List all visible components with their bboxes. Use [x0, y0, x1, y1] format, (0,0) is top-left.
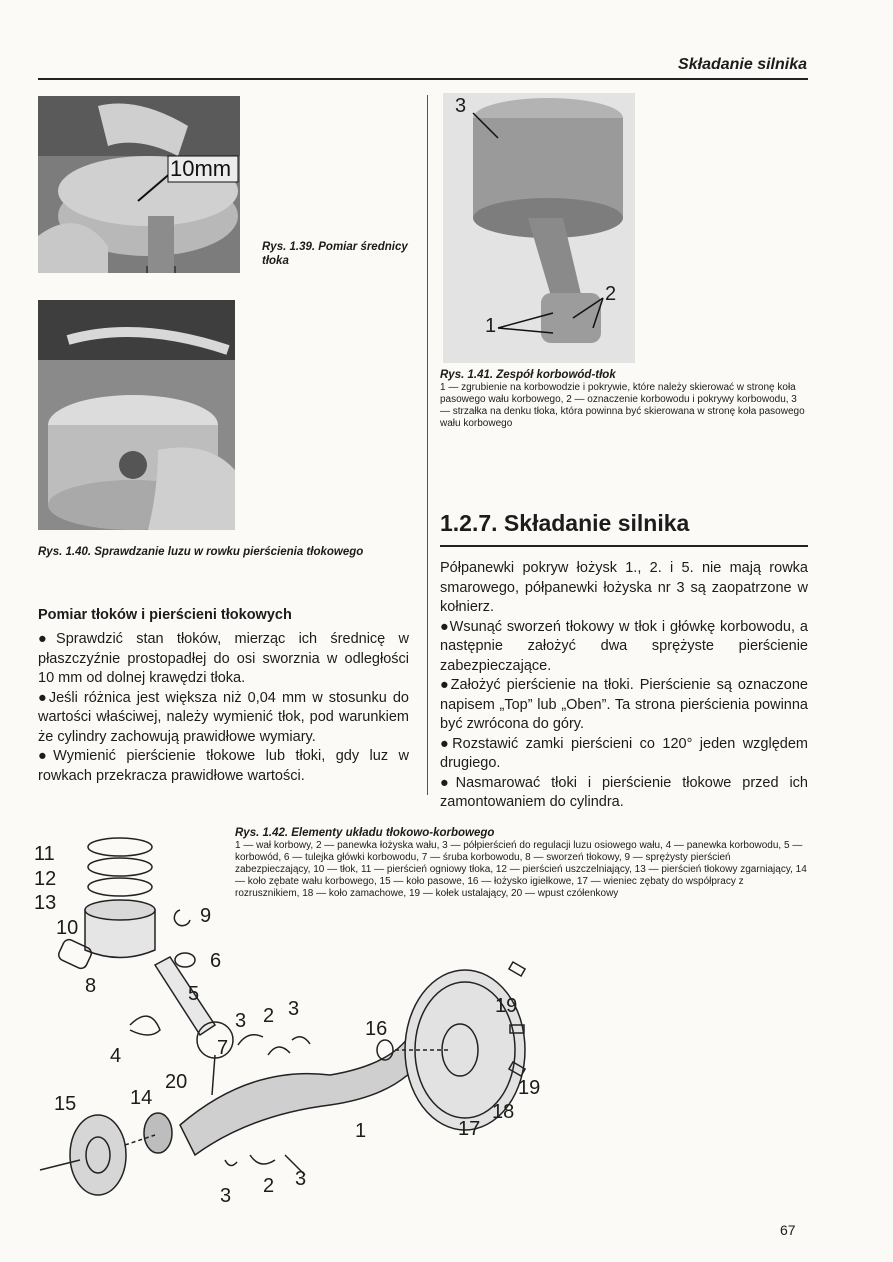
label: 6: [210, 950, 222, 972]
label: 2: [263, 1005, 275, 1027]
running-header: Składanie silnika: [678, 56, 807, 73]
label: 1: [355, 1120, 367, 1142]
figure-1-40-photo: [38, 300, 235, 530]
figure-1-41-description: 1 — zgrubienie na korbowodzie i pokrywie, które należy skierować w stronę koła pasowego wału korbowego, 2 — oznaczenie korbowodu i pokrywy korbowodu, 3 — strzałka na denku tłoka, która powinna być skierowana w stronę koła pasowego wału korbowego: [440, 382, 805, 429]
figure-1-39-photo: [38, 96, 240, 273]
figure-1-42-description: 1 — wał korbowy, 2 — panewka łożyska wału, 3 — półpierścień do regulacji luzu osiowego wału, 4 — panewka korbowodu, 5 — korbowód, 6 — tulejka główki korbowodu, 7 — śruba korbowodu, 8 — sworzeń tłokowy, 9 — sprężysty pierścień zabezpieczający, 10 — tłok, 11 — pierścień ogniowy tłoka, 12 — pierścień uszczelniający, 13 — pierścień tłokowy zgarniający, 14 — koło zębate wału korbowego, 15 — koło pasowe, 16 — łożysko igiełkowe, 17 — wieniec zębaty do współpracy z rozrusznikiem, 18 — koło zamachowe, 19 — kołek ustalający, 20 — wpust czółenkowy: [235, 840, 807, 899]
right-column-text: [440, 559, 808, 813]
label: 8: [85, 975, 97, 997]
label: 19: [495, 995, 518, 1017]
paragraph: ●Jeśli różnica jest większa niż 0,04 mm w stosunku do wartości właściwej, należy wymienić tłok, pod warunkiem że cylindry zachowują prawidłowe wymiary.: [38, 689, 409, 745]
label: 9: [200, 905, 212, 927]
label: 3: [295, 1168, 307, 1190]
label: 4: [110, 1045, 122, 1067]
paragraph: ●Wymienić pierścienie tłokowe lub tłoki, gdy luz w rowkach przekracza prawidłowe wartości.: [38, 748, 409, 784]
column-divider: [427, 95, 428, 795]
paragraph: ●Rozstawić zamki pierścieni co 120° jeden względem drugiego.: [440, 735, 808, 771]
paragraph: ●Nasmarować tłoki i pierścienie tłokowe przed ich zamontowaniem do cylindra.: [440, 774, 808, 810]
section-heading-engine-assembly: 1.2.7. Składanie silnika: [440, 510, 690, 536]
paragraph: Półpanewki pokryw łożysk 1., 2. i 5. nie mają rowka smarowego, półpanewki łożyska nr 3 są zaopatrzone w kołnierz.: [440, 560, 808, 615]
label: 13: [34, 892, 57, 914]
figure-1-41-photo: [443, 93, 635, 363]
label: 3: [235, 1010, 247, 1032]
figure-1-42-diagram: [30, 825, 540, 1220]
label: 3: [455, 95, 467, 117]
label: 14: [130, 1087, 153, 1109]
label: 2: [605, 283, 617, 305]
label: 3: [288, 998, 300, 1020]
label: 7: [217, 1037, 229, 1059]
label: 5: [188, 983, 200, 1005]
figure-1-39-caption: Rys. 1.39. Pomiar średnicy tłoka: [262, 241, 408, 267]
label: 19: [518, 1077, 541, 1099]
page-number: 67: [780, 1222, 796, 1238]
section-rule: [440, 545, 808, 547]
label: 11: [34, 843, 55, 865]
paragraph: ●Założyć pierścienie na tłoki. Pierścienie są oznaczone napisem „Top” lub „Oben”. Ta strona pierścienia powinna być zwrócona do góry.: [440, 677, 808, 732]
paragraph: ●Wsunąć sworzeń tłokowy w tłok i główkę korbowodu, a następnie założyć dwa sprężyste pierścienie zabezpieczające.: [440, 618, 808, 674]
figure-1-42-caption: Rys. 1.42. Elementy układu tłokowo-korbowego: [235, 827, 495, 839]
label: 15: [54, 1093, 77, 1115]
label: 18: [492, 1101, 515, 1123]
label: 3: [220, 1185, 232, 1207]
label: 1: [485, 315, 497, 337]
label: 20: [165, 1071, 188, 1093]
figure-1-40-caption: Rys. 1.40. Sprawdzanie luzu w rowku pierścienia tłokowego: [38, 546, 364, 558]
label: 2: [263, 1175, 275, 1197]
label: 16: [365, 1018, 388, 1040]
label: 12: [34, 868, 57, 890]
label: 10: [56, 917, 79, 939]
label: 17: [458, 1118, 481, 1140]
header-rule: [38, 78, 808, 80]
paragraph: ●Sprawdzić stan tłoków, mierząc ich średnicę w płaszczyźnie prostopadłej do osi sworznia w odległości 10 mm od dolnej krawędzi tłoka.: [38, 631, 409, 686]
section-heading-piston-measurement: Pomiar tłoków i pierścieni tłokowych: [38, 607, 292, 623]
figure-1-41-caption: Rys. 1.41. Zespół korbowód-tłok: [440, 369, 616, 381]
measurement-label: 10mm: [170, 156, 232, 181]
left-column-text: [38, 630, 409, 786]
